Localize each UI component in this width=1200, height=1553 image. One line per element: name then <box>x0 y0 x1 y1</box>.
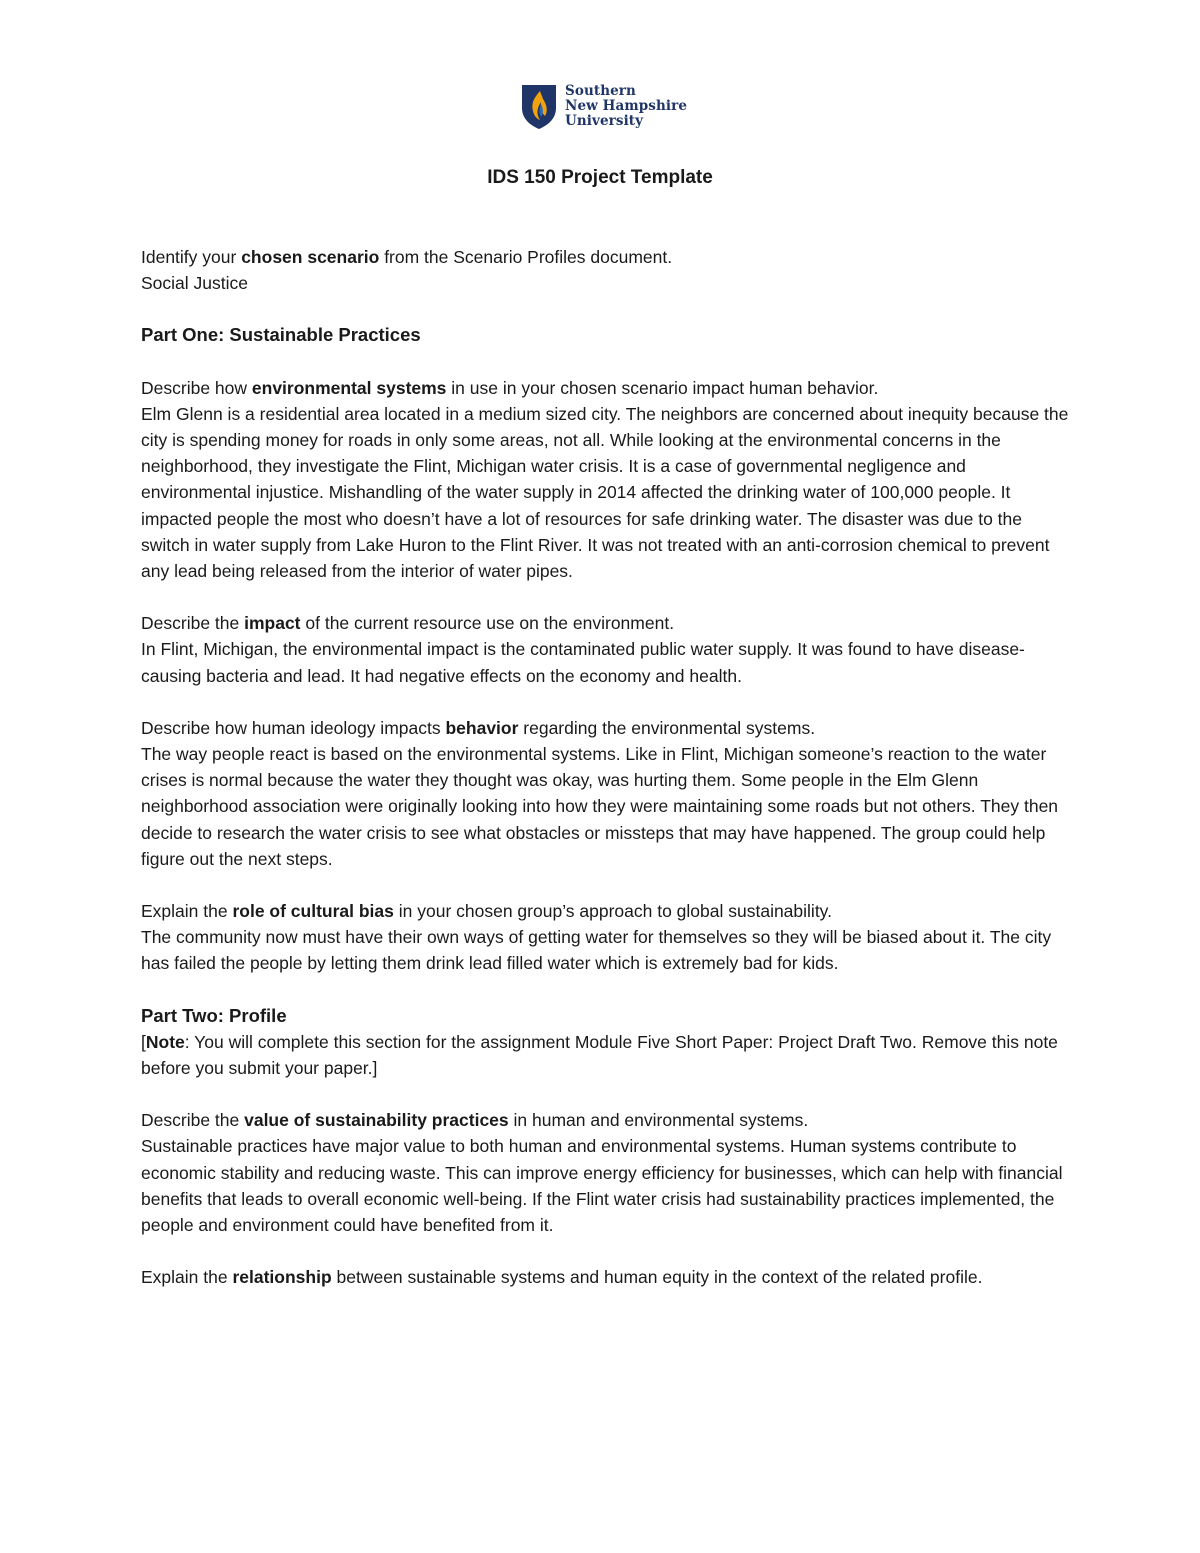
part-two-heading: Part Two: Profile <box>141 1004 287 1026</box>
shield-flame-icon <box>521 84 557 130</box>
part-two-q1-prompt: Describe the value of sustainability practices in human and environmental systems. <box>141 1110 809 1131</box>
part-one-q4-prompt: Explain the role of cultural bias in your chosen group’s approach to global sustainability. <box>141 901 832 922</box>
document-body <box>141 244 1071 1291</box>
part-one-heading: Part One: Sustainable Practices <box>141 324 421 346</box>
document-title: IDS 150 Project Template <box>487 167 713 188</box>
logo-line-university: University <box>565 113 644 129</box>
university-logo <box>521 84 687 132</box>
scenario-prompt: Identify your chosen scenario from the Scenario Profiles document. <box>141 247 673 267</box>
part-one-q1-prompt: Describe how environmental systems in use in your chosen scenario impact human behavior. <box>141 377 879 398</box>
logo-line-new-hampshire: New Hampshire <box>565 98 688 114</box>
scenario-answer: Social Justice <box>141 273 248 294</box>
part-one-q2-answer: In Flint, Michigan, the environmental impact is the contaminated public water supply. It was found to have disease-causing bacteria and lead. It had negative effects on the economy and health. <box>141 639 1025 686</box>
part-one-q4-answer: The community now must have their own ways of getting water for themselves so they will be biased about it. The city has failed the people by letting them drink lead filled water which is extremely bad for kids. <box>141 927 1052 974</box>
logo-wordmark <box>565 84 687 129</box>
part-two-q2-prompt: Explain the relationship between sustainable systems and human equity in the context of the related profile. <box>141 1267 983 1288</box>
part-one-q3-answer: The way people react is based on the environmental systems. Like in Flint, Michigan someone’s reaction to the water crises is normal because the water they thought was okay, was hurting them. Some people in the Elm Glenn neighborhood association were originally looking into how they were maintaining some roads but not others. They then decide to research the water crisis to see what obstacles or missteps that may have happened. The group could help figure out the next steps. <box>141 744 1059 869</box>
logo-line-southern: Southern <box>565 83 636 99</box>
part-one-q2-prompt: Describe the impact of the current resource use on the environment. <box>141 613 675 634</box>
part-two-q1-answer: Sustainable practices have major value to both human and environmental systems. Human systems contribute to economic stability and reducing waste. This can improve energy efficiency for businesses, which can help with financial benefits that leads to overall economic well-being. If the Flint water crisis had sustainability practices implemented, the people and environment could have benefited from it. <box>141 1136 1063 1236</box>
part-one-q1-answer: Elm Glenn is a residential area located in a medium sized city. The neighbors are concerned about inequity because the city is spending money for roads in only some areas, not all. While looking at the environmental concerns in the neighborhood, they investigate the Flint, Michigan water crisis. It is a case of governmental negligence and environmental injustice. Mishandling of the water supply in 2014 affected the drinking water of 100,000 people. It impacted people the most who doesn’t have a lot of resources for safe drinking water. The disaster was due to the switch in water supply from Lake Huron to the Flint River. It was not treated with an anti-corrosion chemical to prevent any lead being released from the interior of water pipes. <box>141 403 1069 582</box>
part-two-note: [Note: You will complete this section for the assignment Module Five Short Paper: Project Draft Two. Remove this note before you submit your paper.] <box>141 1031 1058 1079</box>
part-one-q3-prompt: Describe how human ideology impacts behavior regarding the environmental systems. <box>141 717 816 738</box>
